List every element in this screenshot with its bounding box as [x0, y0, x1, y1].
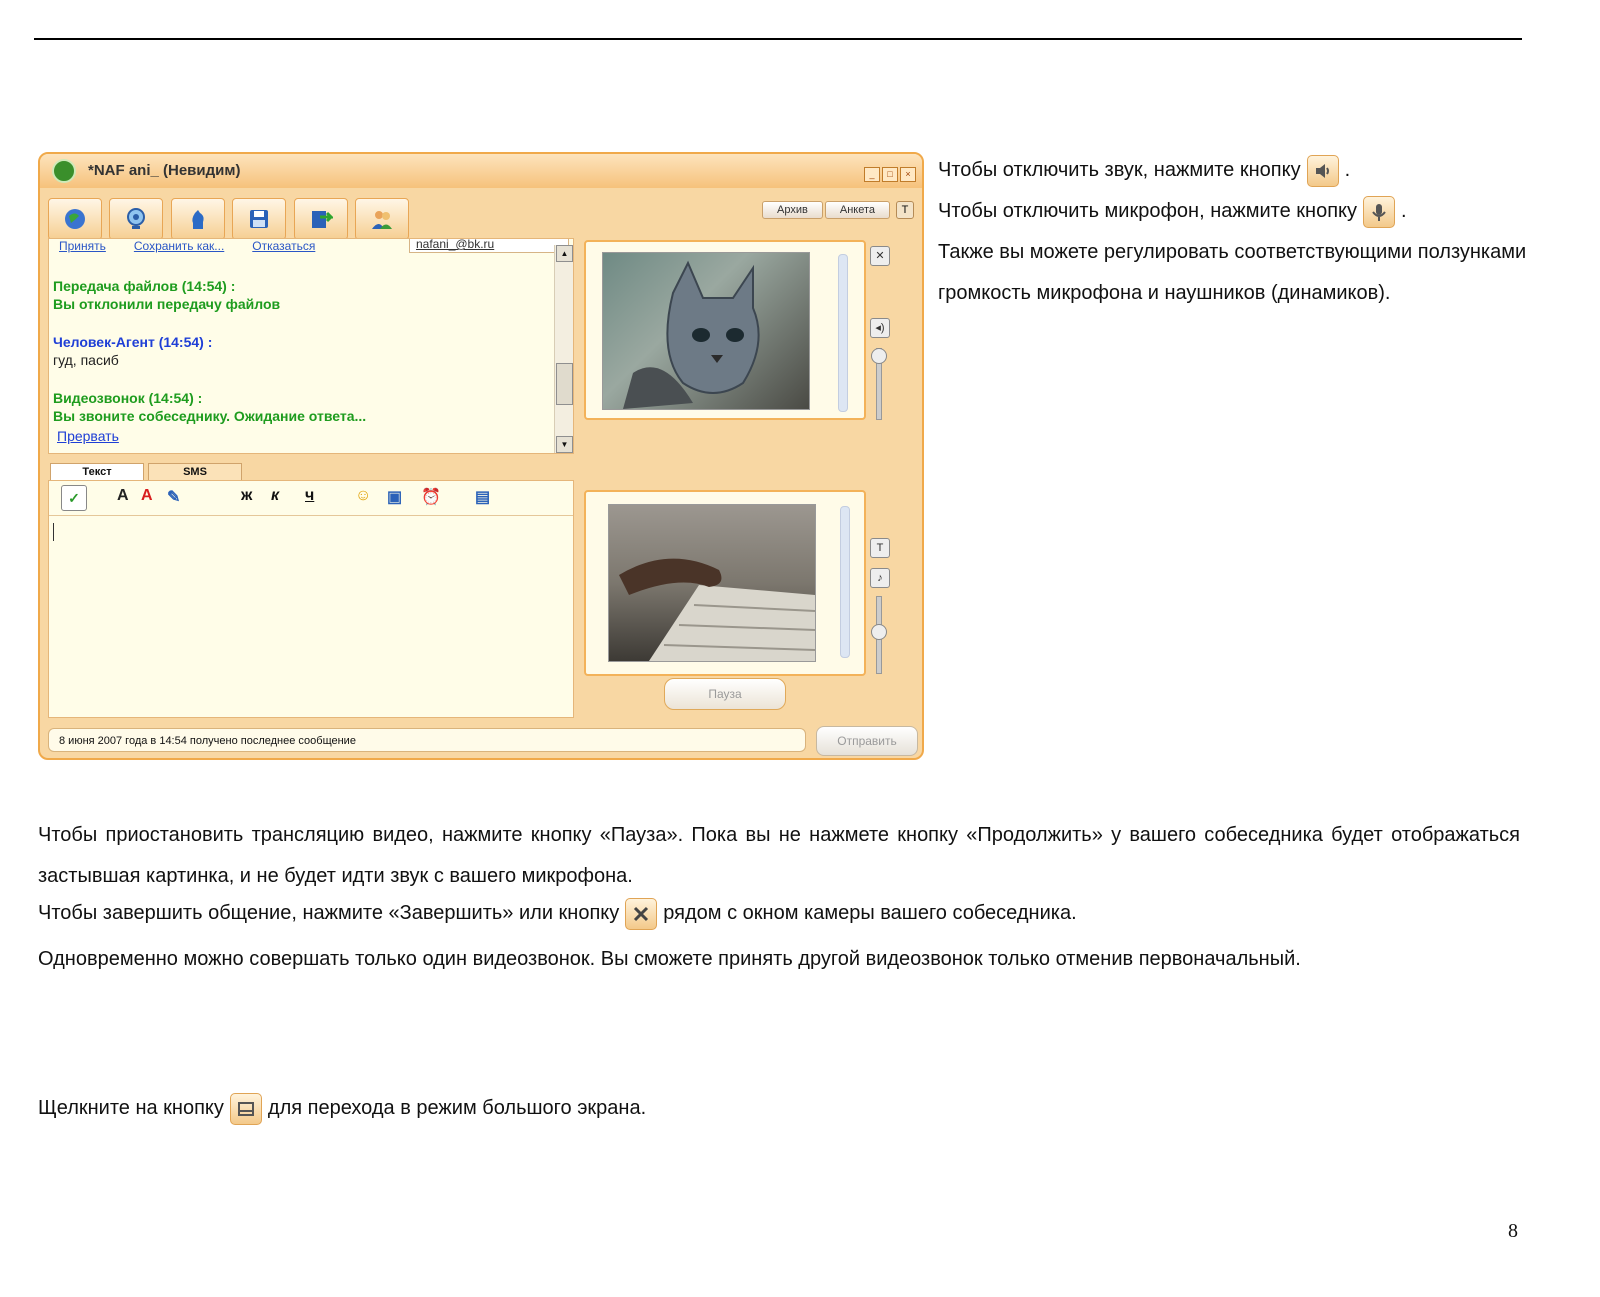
- globe-icon: [63, 207, 87, 231]
- accept-link[interactable]: Принять: [59, 239, 106, 253]
- close-icon: [625, 898, 657, 930]
- chat-scrollbar[interactable]: [554, 245, 573, 453]
- format-toolbar: [49, 481, 573, 516]
- tab-text[interactable]: Текст: [50, 463, 144, 480]
- font-icon[interactable]: A: [117, 487, 129, 504]
- pause-paragraph: Чтобы приостановить трансляцию видео, нажмите кнопку «Пауза». Пока вы не нажмете кнопку «Продолжить» у вашего собеседника будет отображаться застывшая картинка, и не будет идти звук с вашего микрофона.: [38, 824, 1520, 887]
- chat-history: [48, 238, 574, 454]
- speaker-icon: [1307, 155, 1339, 187]
- cat-image: [603, 253, 809, 409]
- message-text: гуд, пасиб: [53, 352, 119, 368]
- message-text: Вы звоните собеседнику. Ожидание ответа...: [53, 408, 367, 424]
- games-button[interactable]: [171, 198, 225, 240]
- mute-sound-line: Чтобы отключить звук, нажмите кнопку .: [938, 150, 1528, 191]
- message-text: Вы отклонили передачу файлов: [53, 296, 281, 312]
- window-controls: [862, 164, 916, 182]
- remote-video-panel: [584, 240, 866, 420]
- speaker-mute-icon[interactable]: ◂): [870, 318, 890, 338]
- mic-mute-icon[interactable]: ♪: [870, 568, 890, 588]
- minimize-icon[interactable]: _: [864, 167, 880, 182]
- floppy-icon: [247, 207, 271, 231]
- end-call-icon[interactable]: ✕: [870, 246, 890, 266]
- file-transfer-icon: [309, 207, 333, 231]
- scroll-down-icon[interactable]: ▼: [556, 436, 573, 453]
- title-bar: [40, 154, 922, 188]
- underline-button[interactable]: ч: [305, 487, 315, 504]
- speaker-volume-knob[interactable]: [871, 348, 887, 364]
- users-icon: [370, 207, 394, 231]
- mic-volume-knob[interactable]: [871, 624, 887, 640]
- contacts-button[interactable]: [355, 198, 409, 240]
- font-settings-icon[interactable]: T: [896, 201, 914, 219]
- messenger-window: [38, 152, 924, 760]
- message-header: Человек-Агент (14:54) :: [53, 334, 213, 350]
- webcam-icon: [124, 207, 148, 231]
- bold-button[interactable]: ж: [241, 487, 253, 504]
- local-video-frame: [608, 504, 816, 662]
- local-video-scroll[interactable]: [840, 506, 850, 658]
- end-call-paragraph: Чтобы завершить общение, нажмите «Завершить» или кнопку рядом с окном камеры вашего собеседника.: [38, 893, 1520, 934]
- keyboard-image: [609, 505, 815, 661]
- abort-call-link[interactable]: Прервать: [57, 428, 119, 444]
- tab-sms[interactable]: SMS: [148, 463, 242, 480]
- scroll-thumb[interactable]: [556, 363, 573, 405]
- send-file-button[interactable]: [294, 198, 348, 240]
- maximize-icon[interactable]: □: [882, 167, 898, 182]
- image-icon[interactable]: ▤: [475, 489, 491, 506]
- file-transfer-links: [59, 239, 343, 253]
- window-title: *NAF ani_ (Невидим): [88, 162, 241, 179]
- fullscreen-icon: [230, 1093, 262, 1125]
- scroll-up-icon[interactable]: ▲: [556, 245, 573, 262]
- pause-button[interactable]: Пауза: [664, 678, 786, 710]
- archive-button[interactable]: Архив: [762, 201, 823, 219]
- main-toolbar: [48, 198, 412, 240]
- top-rule: [34, 38, 1522, 40]
- profile-button[interactable]: Анкета: [825, 201, 890, 219]
- fullscreen-paragraph: Щелкните на кнопку для перехода в режим большого экрана.: [38, 1088, 1520, 1129]
- local-video-panel: [584, 490, 866, 676]
- highlight-icon[interactable]: ✎: [167, 489, 181, 506]
- page-number: 8: [1508, 1220, 1518, 1242]
- side-description: [938, 150, 1528, 314]
- send-button[interactable]: Отправить: [816, 726, 918, 756]
- close-icon[interactable]: ×: [900, 167, 916, 182]
- remote-video-frame: [602, 252, 810, 410]
- chess-knight-icon: [186, 207, 210, 231]
- message-header: Передача файлов (14:54) :: [53, 278, 236, 294]
- text-caret: [53, 523, 54, 541]
- status-bar: 8 июня 2007 года в 14:54 получено последнее сообщение: [48, 728, 806, 752]
- italic-button[interactable]: к: [271, 487, 280, 504]
- mute-mic-line: Чтобы отключить микрофон, нажмите кнопку .: [938, 191, 1528, 232]
- save-history-button[interactable]: [232, 198, 286, 240]
- message-header: Видеозвонок (14:54) :: [53, 390, 203, 406]
- microphone-icon: [1363, 196, 1395, 228]
- text-color-icon[interactable]: A: [141, 487, 153, 504]
- spellcheck-icon[interactable]: ✓: [61, 485, 87, 511]
- volume-sliders-text: Также вы можете регулировать соответствующими ползунками громкость микрофона и наушников (динамиков).: [938, 241, 1527, 304]
- webcam-button[interactable]: [109, 198, 163, 240]
- agent-status-icon[interactable]: [52, 159, 76, 183]
- save-as-link[interactable]: Сохранить как...: [133, 239, 225, 253]
- header-buttons: [760, 200, 914, 219]
- font-size-icon[interactable]: T: [870, 538, 890, 558]
- tv-icon[interactable]: ▣: [387, 489, 403, 506]
- smiley-icon[interactable]: ☺: [355, 487, 372, 504]
- contact-tab[interactable]: nafani_@bk.ru: [409, 238, 569, 253]
- alarm-icon[interactable]: ⏰: [421, 489, 441, 506]
- single-call-paragraph: Одновременно можно совершать только один видеозвонок. Вы сможете принять другой видеозвонок только отменив первоначальный.: [38, 948, 1301, 970]
- input-tabs: [50, 463, 246, 480]
- decline-link[interactable]: Отказаться: [252, 239, 316, 253]
- message-editor[interactable]: [48, 480, 574, 718]
- remote-video-scroll[interactable]: [838, 254, 848, 412]
- browser-button[interactable]: [48, 198, 102, 240]
